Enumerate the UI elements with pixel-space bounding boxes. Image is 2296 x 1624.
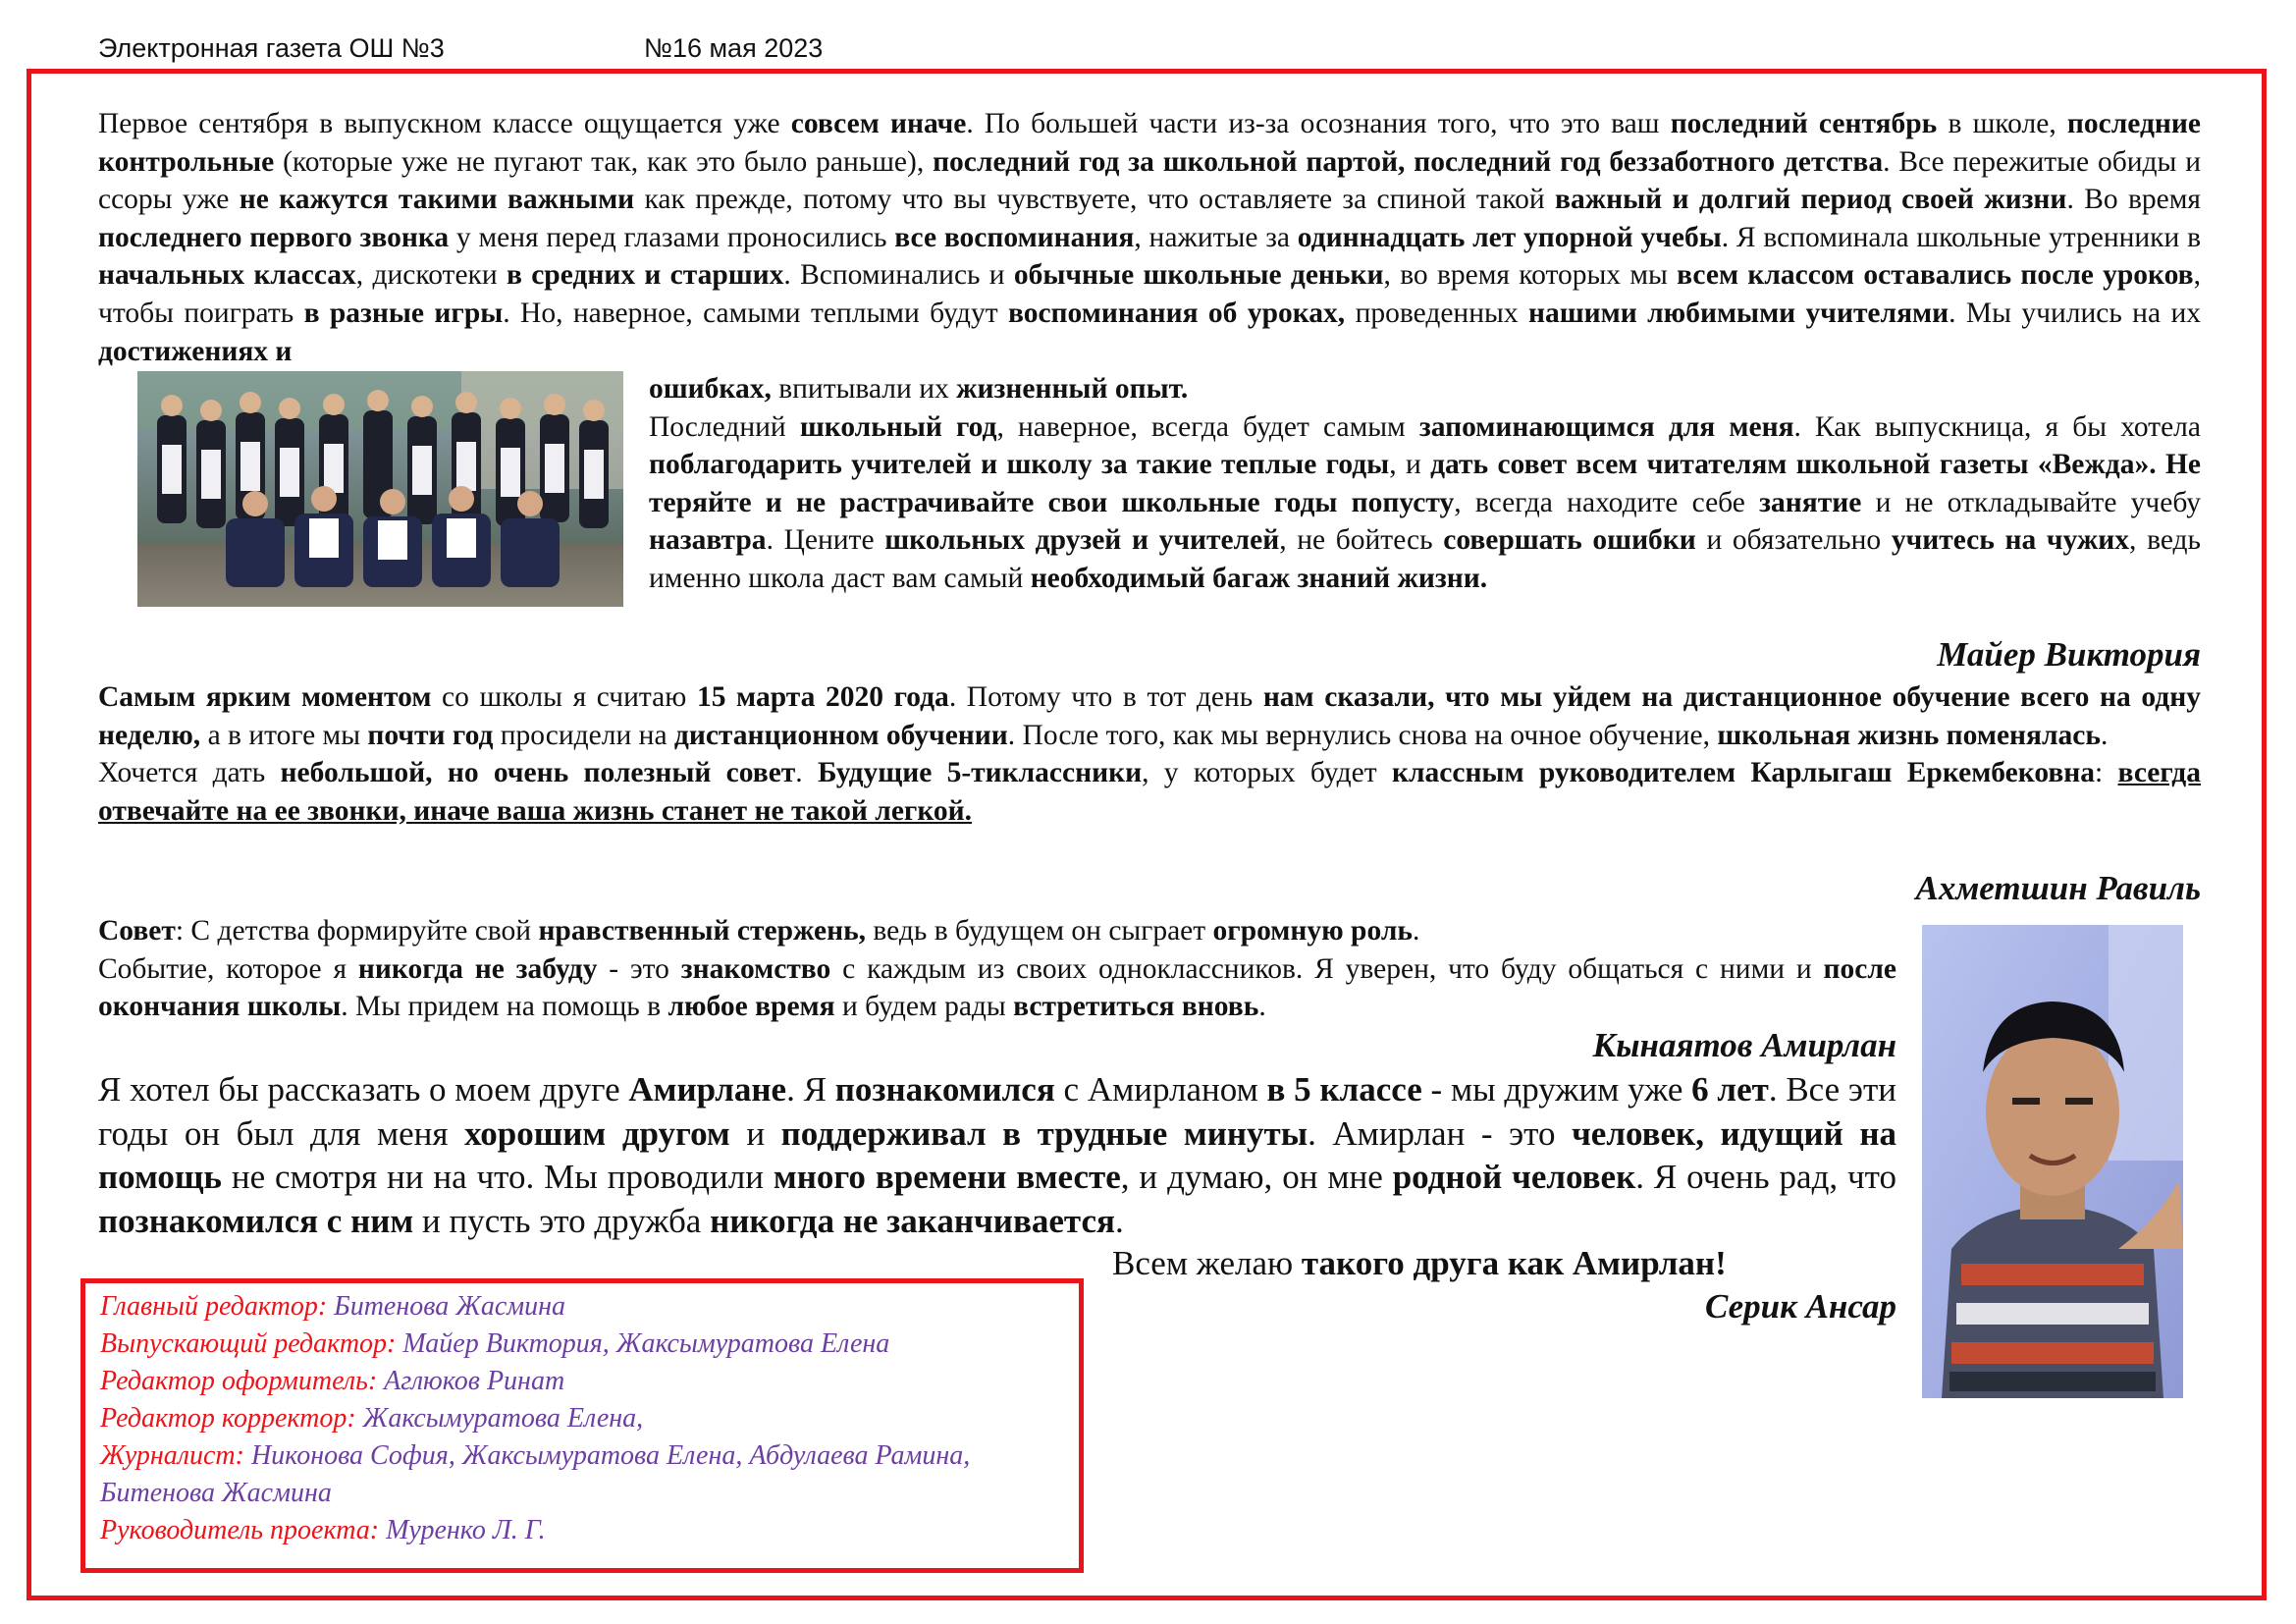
bold-emphasis: необходимый багаж знаний жизни. [1030,562,1488,594]
bold-emphasis: встретиться вновь [1013,991,1259,1023]
bold-emphasis: никогда не забуду [357,952,598,985]
student-portrait-photo [1922,925,2183,1398]
bold-emphasis: дать совет всем читателям школьной газеты «Вежда». Не теряйте и не растрачивайте свои школьные годы попусту [649,449,2201,518]
bold-emphasis: жизненный опыт. [956,373,1189,405]
bold-emphasis: Амирлане [628,1070,787,1109]
editorial-credits-box [80,1278,1084,1573]
credit-names: Аглюков Ринат [384,1366,565,1396]
bold-emphasis: занятие [1759,486,1862,518]
bold-emphasis: ошибках, [649,373,772,405]
bold-emphasis: школьных друзей и учителей [884,524,1280,557]
bold-emphasis: родной человек [1392,1158,1636,1196]
bold-emphasis: поблагодарить учителей и школу за такие теплые годы [649,449,1390,481]
graduates-photo [137,371,623,607]
graduates-photo-image [137,371,623,607]
author-byline-1: Майер Виктория [1937,635,2201,674]
bold-emphasis: совершать ошибки [1443,524,1696,557]
author-byline-3: Кынаятов Амирлан [1592,1026,1896,1064]
bold-emphasis: знакомство [680,952,831,985]
credit-line [100,1437,1079,1475]
credit-role: Выпускающий редактор: [100,1328,397,1359]
article-4 [98,1068,1896,1243]
bold-emphasis: классным руководителем Карлыгаш Еркембековна [1391,757,2096,789]
credit-line [100,1512,1079,1549]
credit-names: Битенова Жасмина [100,1478,332,1508]
author-byline-2: Ахметшин Равиль [1915,869,2201,907]
credit-names: Жаксымуратова Елена, [362,1403,644,1434]
bold-emphasis: обычные школьные деньки [1013,259,1384,292]
paper-title: Электронная газета ОШ №3 [98,33,445,63]
article-4-closing-line: Всем желаю такого друга как Амирлан! [1112,1244,1727,1282]
bold-emphasis: любое время [667,991,835,1023]
bold-emphasis: последнего первого звонка [98,221,450,253]
bold-emphasis: дистанционном обучении [673,719,1008,751]
bold-emphasis: нашими любимыми учителями [1527,297,1949,329]
bold-emphasis: одиннадцать лет упорной учебы [1297,221,1722,253]
article-1-paragraph-1: Первое сентября в выпускном классе ощущается уже совсем иначе. По большей части из-за осознания того, что это ваш последний сентябрь в школе, последние контрольные (которые уже не пугают так, как это было раньше), последний год за школьной партой, последний год беззаботного детства. Все пережитые обиды и ссоры уже не кажутся такими важными как прежде, потому что вы чувствуете, что оставляете за спиной такой важный и долгий период своей жизни. Во время последнего первого звонка у меня перед глазами проносились все воспоминания, нажитые за одиннадцать лет упорной учебы. Я вспоминала школьные утренники в начальных классах, дискотеки в средних и старших. Вспоминались и обычные школьные деньки, во время которых мы всем классом оставались после уроков, чтобы поиграть в разные игры. Но, наверное, самыми теплыми будут воспоминания об уроках, проведенных нашими любимыми учителями. Мы учились на их достижениях и [98,108,2202,367]
credit-names: Никонова София, Жаксымуратова Елена, Абдулаева Рамина, [250,1440,971,1471]
bold-emphasis: последние контрольные [98,108,2202,178]
author-byline-4: Серик Ансар [1705,1287,1896,1326]
credit-role: Редактор корректор: [100,1403,356,1434]
bold-emphasis: последний сентябрь [1670,108,1938,139]
bold-emphasis: школьный год [799,410,997,443]
bold-emphasis: после окончания школы [98,952,1897,1023]
article-1-intro [98,105,2201,370]
bold-emphasis: учитесь на чужих [1891,524,2130,557]
bold-emphasis: огромную роль [1212,915,1413,947]
article-2-paragraph-1: Самым ярким моментом со школы я считаю 15 марта 2020 года. Потому что в тот день нам сказали, что мы уйдем на дистанционное обучение всего на одну неделю, а в итоге мы почти год просидели на дистанционном обучении. После того, как мы вернулись снова на очное обучение, школьная жизнь поменялась. [98,681,2201,751]
credit-line [100,1363,1079,1400]
bold-emphasis: Совет [98,915,176,947]
bold-emphasis: человек, идущий на помощь [98,1113,1897,1196]
bold-emphasis: 6 лет [1691,1070,1769,1109]
credit-names: Битенова Жасмина [334,1291,566,1322]
bold-emphasis: достижениях и [98,335,293,367]
bold-emphasis: начальных классах [98,259,356,292]
issue-date: №16 мая 2023 [644,33,824,63]
credit-role: Редактор оформитель: [100,1366,378,1396]
bold-emphasis: важный и долгий период своей жизни [1555,184,2067,216]
article-4-closing [1112,1242,1897,1286]
article-2-paragraph-2: Хочется дать небольшой, но очень полезный совет. Будущие 5-тиклассники, у которых будет классным руководителем Карлыгаш Еркембековна: всегда отвечайте на ее звонки, иначе ваша жизнь станет не такой легкой. [98,757,2201,827]
article-1-continued [649,370,2201,598]
bold-emphasis: Самым ярким моментом [98,681,432,713]
credit-names: Муренко Л. Г. [386,1515,546,1545]
credit-names: Майер Виктория, Жаксымуратова Елена [402,1328,890,1359]
credit-line [100,1326,1079,1363]
article-4-paragraph-1: Я хотел бы рассказать о моем друге Амирлане. Я познакомился с Амирланом в 5 классе - мы дружим уже 6 лет. Все эти годы он был для меня хорошим другом и поддерживал в трудные минуты. Амирлан - это человек, идущий на помощь не смотря ни на что. Мы проводили много времени вместе, и думаю, он мне родной человек. Я очень рад, что познакомился с ним и пусть это дружба никогда не заканчивается. [98,1070,1897,1240]
bold-emphasis: всем классом оставались после уроков [1677,259,2194,292]
underlined-emphasis: всегда отвечайте на ее звонки, иначе ваша жизнь станет не такой легкой. [98,757,2201,827]
bold-emphasis: небольшой, но очень полезный совет [280,757,796,789]
bold-emphasis: воспоминания об уроках, [1007,297,1346,329]
credit-line [100,1288,1079,1326]
article-3-paragraph-1: Совет: С детства формируйте свой нравственный стержень, ведь в будущем он сыграет огромную роль. [98,915,1420,947]
bold-emphasis: познакомился [834,1070,1055,1109]
article-2 [98,678,2201,830]
credit-role: Главный редактор: [100,1291,328,1322]
bold-emphasis: нравственный стержень, [538,915,867,947]
bold-emphasis: такого друга как Амирлан! [1301,1244,1727,1282]
credit-role: Журналист: [100,1440,244,1471]
bold-emphasis: все воспоминания [894,221,1135,253]
credit-role: Руководитель проекта: [100,1515,380,1545]
bold-emphasis: поддерживал в трудные минуты [780,1113,1308,1153]
credit-line [100,1400,1079,1437]
bold-emphasis: нам сказали, что мы уйдем на дистанционное обучение всего на одну неделю, [98,681,2201,751]
bold-emphasis: хорошим другом [464,1113,730,1153]
credit-line [100,1475,1079,1512]
bold-emphasis: не кажутся такими важными [239,184,635,216]
article-1-paragraph-2: ошибках, впитывали их жизненный опыт. [649,373,1189,405]
bold-emphasis: Будущие 5-тиклассники [817,757,1143,789]
bold-emphasis: школьная жизнь поменялась [1717,719,2102,751]
bold-emphasis: никогда не заканчивается [710,1201,1115,1240]
bold-emphasis: в разные игры [303,297,504,329]
bold-emphasis: познакомился с ним [98,1201,414,1240]
article-3-paragraph-2: Событие, которое я никогда не забуду - это знакомство с каждым из своих одноклассников. Я уверен, что буду общаться с ними и после окончания школы. Мы придем на помощь в любое время и будем рады встретиться вновь. [98,952,1897,1023]
bold-emphasis: почти год [367,719,494,751]
bold-emphasis: много времени вместе [773,1158,1121,1196]
bold-emphasis: последний год за школьной партой, последний год беззаботного детства [933,145,1884,178]
article-3 [98,912,1896,1026]
bold-emphasis: 15 марта 2020 года [696,681,949,713]
bold-emphasis: запоминающимся для меня [1418,410,1794,443]
bold-emphasis: в 5 классе [1266,1070,1422,1109]
bold-emphasis: совсем иначе [790,108,967,139]
student-portrait-image [1922,925,2183,1398]
article-1-paragraph-3: Последний школьный год, наверное, всегда будет самым запоминающимся для меня. Как выпускница, я бы хотела поблагодарить учителей и школу за такие теплые годы, и дать совет всем читателям школьной газеты «Вежда». Не теряйте и не растрачивайте свои школьные годы попусту, всегда находите себе занятие и не откладывайте учебу назавтра. Цените школьных друзей и учителей, не бойтесь совершать ошибки и обязательно учитесь на чужих, ведь именно школа даст вам самый необходимый багаж знаний жизни. [649,410,2201,594]
bold-emphasis: в средних и старших [506,259,784,292]
bold-emphasis: назавтра [649,524,767,557]
